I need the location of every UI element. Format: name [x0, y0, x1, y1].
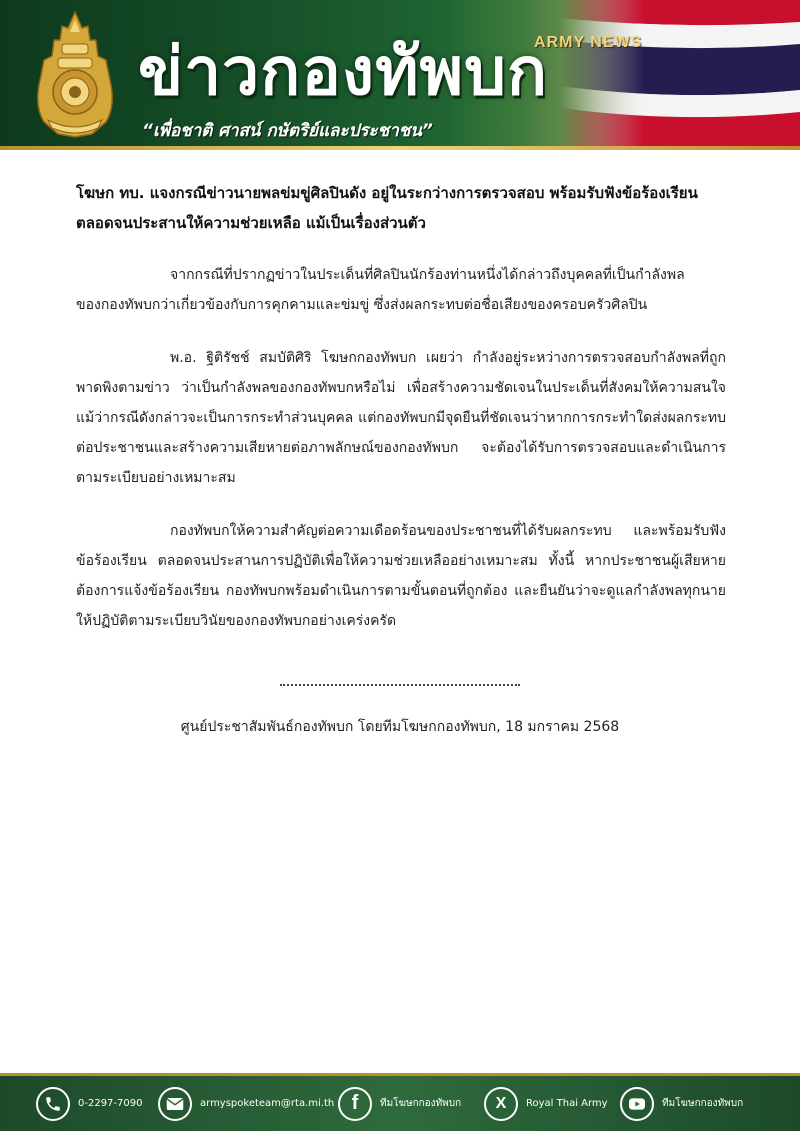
royal-thai-army-emblem-icon: [30, 10, 120, 138]
footer-x[interactable]: [484, 1076, 608, 1131]
article-paragraph-2: พ.อ. ฐิติรัชช์ สมบัติศิริ โฆษกกองทัพบก เผยว่า กำลังอยู่ระหว่างการตรวจสอบกำลังพลที่ถูกพาดพิงตามข่าว ว่าเป็นกำลังพลของกองทัพบกหรือไม่ เพื่อสร้างความชัดเจนในประเด็นที่สังคมให้ความสนใจ แม้ว่ากรณีดังกล่าวจะเป็นการกระทำส่วนบุคคล แต่กองทัพบกมีจุดยืนที่ชัดเจนว่าหากการกระทำใดส่งผลกระทบต่อประชาชนและสร้างความเสียหายต่อภาพลักษณ์ของกองทัพบก จะต้องได้รับการตรวจสอบและดำเนินการตามระเบียบอย่างเหมาะสม: [76, 350, 726, 486]
footer-x-text: Royal Thai Army: [526, 1098, 608, 1109]
footer-youtube[interactable]: [620, 1076, 743, 1131]
footer-contact-bar: [0, 1073, 800, 1131]
footer-phone[interactable]: [36, 1076, 142, 1131]
army-news-badge: ARMY NEWS: [534, 34, 643, 51]
email-icon: [158, 1087, 192, 1121]
page-title: ข่าวกองทัพบก: [138, 33, 548, 110]
header-motto: “เพื่อชาติ ศาสน์ กษัตริย์และประชาชน”: [142, 121, 433, 141]
footer-youtube-text: ทีมโฆษกกองทัพบก: [662, 1098, 744, 1109]
article-paragraph-1: จากกรณีที่ปรากฏข่าวในประเด็นที่ศิลปินนักร้องท่านหนึ่งได้กล่าวถึงบุคคลที่เป็นกำลังพลของกองทัพบกว่าเกี่ยวข้องกับการคุกคามและข่มขู่ ซึ่งส่งผลกระทบต่อชื่อเสียงของครอบครัวศิลปิน: [76, 267, 685, 313]
article-headline: โฆษก ทบ. แจงกรณีข่าวนายพลข่มขู่ศิลปินดัง อยู่ในระกว่างการตรวจสอบ พร้อมรับฟังข้อร้องเรียน ตลอดจนประสานให้ความช่วยเหลือ แม้เป็นเรื่องส่วนตัว: [76, 184, 698, 232]
header-gold-rule: [0, 146, 800, 150]
footer-phone-text: 0-2297-7090: [78, 1098, 143, 1109]
article-signoff: ศูนย์ประชาสัมพันธ์กองทัพบก โดยทีมโฆษกกองทัพบก, 18 มกราคม 2568: [180, 719, 620, 735]
article-paragraph-3: กองทัพบกให้ความสำคัญต่อความเดือดร้อนของประชาชนที่ได้รับผลกระทบ และพร้อมรับฟังข้อร้องเรียน ตลอดจนประสานการปฏิบัติเพื่อให้ความช่วยเหลืออย่างเหมาะสม ทั้งนี้ หากประชาชนผู้เสียหายต้องการแจ้งข้อร้องเรียน กองทัพบกพร้อมดำเนินการตามขั้นตอนที่ถูกต้อง และยืนยันว่าจะดูแลกำลังพลทุกนายให้ปฏิบัติตามระเบียบวินัยของกองทัพบกอย่างเคร่งครัด: [76, 523, 726, 629]
facebook-icon: f: [338, 1087, 372, 1121]
footer-email[interactable]: [158, 1076, 334, 1131]
dotted-separator: [280, 684, 520, 686]
footer-facebook-text: ทีมโฆษกกองทัพบก: [380, 1098, 462, 1109]
phone-icon: [36, 1087, 70, 1121]
header-banner: [0, 0, 800, 150]
youtube-icon: [620, 1087, 654, 1121]
footer-email-text: armyspoketeam@rta.mi.th: [200, 1098, 335, 1109]
x-twitter-icon: X: [484, 1087, 518, 1121]
footer-facebook[interactable]: [338, 1076, 461, 1131]
